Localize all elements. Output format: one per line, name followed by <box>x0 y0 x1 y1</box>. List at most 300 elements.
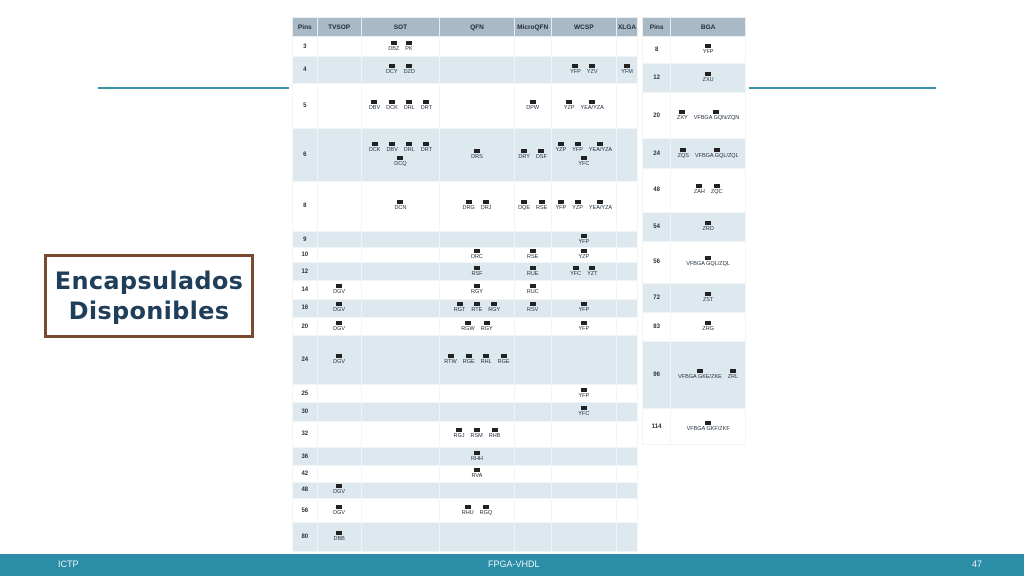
package-cell <box>361 523 439 552</box>
package-cell <box>317 317 361 335</box>
package-cell <box>617 336 638 385</box>
package-chip-icon <box>714 184 720 188</box>
package-label: ZXU <box>702 77 714 84</box>
package-item <box>570 266 581 278</box>
package-label: RSF <box>471 270 483 277</box>
package-cell <box>361 336 439 385</box>
package-item <box>702 221 713 233</box>
package-label: DGV <box>333 489 346 496</box>
package-item <box>488 302 500 314</box>
column-header: SOT <box>361 18 439 37</box>
pin-count-cell: 83 <box>643 313 671 342</box>
footer-bar <box>0 554 1024 576</box>
package-cell <box>617 83 638 128</box>
package-item <box>526 100 539 112</box>
table-row <box>293 403 638 421</box>
package-label: RGY <box>480 325 493 332</box>
package-label: YEA/YZA <box>588 205 613 212</box>
table-row <box>643 241 746 283</box>
package-chip-icon <box>372 142 378 146</box>
package-item <box>555 142 566 154</box>
pin-count-cell: 72 <box>643 283 671 312</box>
package-cell <box>514 37 551 57</box>
slide-title-line1: Encapsulados <box>54 267 244 295</box>
package-chip-icon <box>705 44 711 48</box>
package-cell <box>440 385 515 403</box>
package-chip-icon <box>336 505 342 509</box>
package-cell <box>514 128 551 181</box>
package-item <box>581 100 604 112</box>
right-divider-line <box>748 87 936 89</box>
package-item <box>572 200 583 212</box>
package-label: ZRD <box>702 225 714 232</box>
package-label: RSM <box>470 433 483 440</box>
package-chip-icon <box>336 321 342 325</box>
package-item <box>333 321 345 333</box>
package-cell <box>551 247 616 262</box>
pin-count-cell: 32 <box>293 421 318 447</box>
table-row <box>643 212 746 241</box>
package-label: DRC <box>470 253 483 260</box>
package-label: DCQ <box>394 160 407 167</box>
package-cell <box>361 299 439 317</box>
package-item <box>572 142 583 154</box>
package-label: YFC <box>578 160 590 167</box>
package-label: YFP <box>578 392 590 399</box>
package-cell <box>361 421 439 447</box>
pin-count-cell: 24 <box>293 336 318 385</box>
package-item <box>578 234 589 246</box>
package-label: YFC <box>570 270 582 277</box>
table-row <box>293 57 638 83</box>
package-cell <box>617 232 638 247</box>
package-cell <box>671 37 746 64</box>
package-chip-icon <box>406 41 412 45</box>
package-cell <box>317 299 361 317</box>
package-label: YZT <box>587 270 598 277</box>
package-chip-icon <box>391 41 397 45</box>
package-cell <box>317 385 361 403</box>
package-label: YEA/YZA <box>580 104 604 111</box>
package-label: DGV <box>333 307 346 314</box>
package-cell <box>361 262 439 280</box>
column-header: QFN <box>440 18 515 37</box>
package-item <box>578 321 589 333</box>
package-chip-icon <box>581 388 587 392</box>
package-table-left <box>292 17 638 552</box>
package-chip-icon <box>371 100 377 104</box>
package-label: YEA/YZA <box>588 146 613 153</box>
package-chip-icon <box>336 484 342 488</box>
table-row <box>293 299 638 317</box>
left-divider-line <box>98 87 290 89</box>
package-label: DRT <box>420 146 432 153</box>
package-item <box>471 284 483 296</box>
pin-count-cell: 30 <box>293 403 318 421</box>
package-label: RGY <box>470 288 483 295</box>
table-row <box>643 168 746 212</box>
package-cell <box>671 313 746 342</box>
pin-count-cell: 4 <box>293 57 318 83</box>
package-item <box>421 100 432 112</box>
package-chip-icon <box>696 184 702 188</box>
table-header-row <box>643 18 746 37</box>
table-row <box>293 128 638 181</box>
package-chip-icon <box>474 451 480 455</box>
package-chip-icon <box>336 354 342 358</box>
package-chip-icon <box>484 321 490 325</box>
package-cell <box>551 232 616 247</box>
package-label: RSE <box>527 253 539 260</box>
package-chip-icon <box>521 200 527 204</box>
package-item <box>481 200 492 212</box>
pin-count-cell: 3 <box>293 37 318 57</box>
package-cell <box>617 498 638 522</box>
package-item <box>703 292 713 304</box>
package-cell <box>317 466 361 482</box>
package-cell <box>317 57 361 83</box>
package-item <box>570 64 581 76</box>
package-label: ZAH <box>693 189 705 196</box>
package-cell <box>317 83 361 128</box>
package-item <box>587 266 597 278</box>
package-cell <box>671 283 746 312</box>
package-item <box>678 148 689 160</box>
package-cell <box>440 498 515 522</box>
package-chip-icon <box>572 64 578 68</box>
package-chip-icon <box>406 100 412 104</box>
table-row <box>293 498 638 522</box>
pin-count-cell: 5 <box>293 83 318 128</box>
package-item <box>394 156 406 168</box>
package-cell <box>551 262 616 280</box>
package-cell <box>514 403 551 421</box>
package-cell <box>361 448 439 466</box>
package-label: DSF <box>535 153 547 160</box>
package-label: ZQC <box>710 189 723 196</box>
package-item <box>678 369 722 381</box>
package-chip-icon <box>491 302 497 306</box>
package-item <box>527 266 539 278</box>
package-chip-icon <box>474 266 480 270</box>
package-cell <box>317 262 361 280</box>
package-cell <box>514 317 551 335</box>
package-item <box>471 249 483 261</box>
pin-count-cell: 16 <box>293 299 318 317</box>
package-item <box>703 44 714 56</box>
package-chip-icon <box>336 302 342 306</box>
package-chip-icon <box>456 428 462 432</box>
package-label: YFC <box>578 410 590 417</box>
package-label: YFP <box>578 325 590 332</box>
package-cell <box>317 128 361 181</box>
package-cell <box>551 523 616 552</box>
package-chip-icon <box>566 100 572 104</box>
package-cell <box>317 523 361 552</box>
package-chip-icon <box>457 302 463 306</box>
package-item <box>578 406 589 418</box>
package-item <box>498 354 510 366</box>
package-cell <box>551 181 616 232</box>
package-cell <box>317 448 361 466</box>
pin-count-cell: 48 <box>643 168 671 212</box>
package-table-bga <box>642 17 746 445</box>
package-cell <box>671 241 746 283</box>
package-cell <box>551 299 616 317</box>
package-chip-icon <box>558 200 564 204</box>
package-cell <box>551 128 616 181</box>
package-chip-icon <box>389 100 395 104</box>
package-cell <box>317 181 361 232</box>
package-cell <box>361 37 439 57</box>
package-label: DQE <box>518 205 530 212</box>
package-item <box>578 249 589 261</box>
package-chip-icon <box>336 531 342 535</box>
package-cell <box>671 139 746 168</box>
package-cell <box>361 403 439 421</box>
package-item <box>404 142 415 154</box>
package-chip-icon <box>397 200 403 204</box>
package-chip-icon <box>573 266 579 270</box>
package-label: RVA <box>471 473 483 480</box>
package-cell <box>440 83 515 128</box>
footer-left-text: ICTP <box>58 559 79 569</box>
package-label: PK <box>405 45 413 52</box>
package-item <box>386 100 398 112</box>
package-item <box>333 284 345 296</box>
package-chip-icon <box>714 148 720 152</box>
page-number: 47 <box>972 559 983 569</box>
package-cell <box>617 421 638 447</box>
package-item <box>481 321 493 333</box>
package-cell <box>617 403 638 421</box>
package-chip-icon <box>730 369 736 373</box>
package-label: DGV <box>333 359 346 366</box>
package-cell <box>551 317 616 335</box>
pin-count-cell: 54 <box>643 212 671 241</box>
package-chip-icon <box>466 200 472 204</box>
package-cell <box>514 262 551 280</box>
package-cell <box>671 212 746 241</box>
table-row <box>293 421 638 447</box>
table-row <box>643 313 746 342</box>
package-label: VFBGA GKE/ZKE <box>678 374 722 381</box>
column-header: BGA <box>671 18 746 37</box>
package-chip-icon <box>492 428 498 432</box>
table-row <box>293 336 638 385</box>
package-cell <box>617 281 638 299</box>
package-chip-icon <box>423 100 429 104</box>
package-cell <box>551 83 616 128</box>
table-row <box>643 37 746 64</box>
package-cell <box>440 247 515 262</box>
package-cell <box>361 385 439 403</box>
package-cell <box>617 385 638 403</box>
package-cell <box>671 409 746 445</box>
package-chip-icon <box>581 156 587 160</box>
pin-count-cell: 6 <box>293 128 318 181</box>
package-cell <box>440 281 515 299</box>
package-chip-icon <box>336 284 342 288</box>
package-label: RGQ <box>479 509 493 516</box>
package-item <box>421 142 432 154</box>
package-label: DRS <box>471 153 483 160</box>
package-label: YFP <box>572 146 583 153</box>
package-chip-icon <box>483 505 489 509</box>
package-cell <box>514 281 551 299</box>
package-item <box>703 72 714 84</box>
package-item <box>564 100 575 112</box>
package-cell <box>514 57 551 83</box>
package-cell <box>440 262 515 280</box>
slide-title-box <box>44 254 254 338</box>
package-label: DRL <box>403 104 415 111</box>
package-label: DRT <box>420 104 432 111</box>
package-cell <box>440 466 515 482</box>
package-item <box>333 531 344 543</box>
package-label: VFBGA GQL/ZQL <box>686 261 730 268</box>
package-cell <box>617 262 638 280</box>
pin-count-cell: 48 <box>293 482 318 498</box>
package-label: RHU <box>461 509 474 516</box>
pin-count-cell: 14 <box>293 281 318 299</box>
package-chip-icon <box>581 249 587 253</box>
package-item <box>527 284 539 296</box>
package-cell <box>440 336 515 385</box>
table-row <box>293 317 638 335</box>
package-item <box>687 421 730 433</box>
package-label: DCN <box>394 205 407 212</box>
package-label: DGV <box>333 509 346 516</box>
package-item <box>444 354 456 366</box>
package-cell <box>617 37 638 57</box>
pin-count-cell: 114 <box>643 409 671 445</box>
pin-count-cell: 8 <box>643 37 671 64</box>
package-item <box>463 354 475 366</box>
package-cell <box>514 385 551 403</box>
package-label: YFP <box>578 307 590 314</box>
package-chip-icon <box>474 249 480 253</box>
package-cell <box>361 247 439 262</box>
package-item <box>578 388 589 400</box>
package-cell <box>361 466 439 482</box>
package-chip-icon <box>581 321 587 325</box>
table-row <box>293 181 638 232</box>
pin-count-cell: 12 <box>643 64 671 93</box>
package-item <box>686 256 730 268</box>
package-chip-icon <box>539 200 545 204</box>
table-row <box>293 448 638 466</box>
package-label: RHH <box>470 455 483 462</box>
package-label: ZRG <box>702 326 714 333</box>
package-cell <box>361 281 439 299</box>
table-row <box>293 247 638 262</box>
package-cell <box>514 482 551 498</box>
package-label: DGV <box>333 288 346 295</box>
package-label: DCK <box>368 146 381 153</box>
package-item <box>333 484 345 496</box>
package-cell <box>440 299 515 317</box>
package-label: ZST <box>702 296 714 303</box>
package-cell <box>617 57 638 83</box>
package-chip-icon <box>474 428 480 432</box>
package-label: RGW <box>461 325 475 332</box>
package-cell <box>440 523 515 552</box>
package-chip-icon <box>679 110 685 114</box>
package-cell <box>551 385 616 403</box>
package-cell <box>317 281 361 299</box>
package-label: DZD <box>403 69 415 76</box>
package-item <box>536 149 547 161</box>
package-cell <box>317 247 361 262</box>
pin-count-cell: 25 <box>293 385 318 403</box>
package-chip-icon <box>713 110 719 114</box>
package-cell <box>361 83 439 128</box>
package-label: RHB <box>488 433 501 440</box>
package-item <box>472 468 483 480</box>
package-cell <box>617 247 638 262</box>
package-item <box>404 100 415 112</box>
table-row <box>643 283 746 312</box>
package-chip-icon <box>521 149 527 153</box>
package-item <box>462 505 474 517</box>
package-cell <box>361 482 439 498</box>
package-label: YFP <box>570 69 581 76</box>
package-item <box>518 149 530 161</box>
package-item <box>578 302 589 314</box>
table-row <box>293 37 638 57</box>
package-item <box>702 321 714 333</box>
package-cell <box>514 83 551 128</box>
package-cell <box>551 403 616 421</box>
package-label: RUE <box>526 270 539 277</box>
package-chip-icon <box>465 505 471 509</box>
table-row <box>293 83 638 128</box>
package-chip-icon <box>423 142 429 146</box>
package-chip-icon <box>705 292 711 296</box>
package-cell <box>361 128 439 181</box>
package-cell <box>551 498 616 522</box>
package-cell <box>671 64 746 93</box>
package-label: RGJ <box>453 433 465 440</box>
package-item <box>695 148 739 160</box>
package-label: RHL <box>480 359 492 366</box>
package-cell <box>551 336 616 385</box>
package-item <box>333 302 345 314</box>
table-row <box>293 232 638 247</box>
package-label: RGT <box>453 307 466 314</box>
package-label: YZP <box>578 253 590 260</box>
pin-count-cell: 56 <box>643 241 671 283</box>
package-cell <box>551 482 616 498</box>
package-chip-icon <box>705 221 711 225</box>
footer-center-text: FPGA-VHDL <box>488 559 540 569</box>
pin-count-cell: 20 <box>293 317 318 335</box>
package-chip-icon <box>389 142 395 146</box>
package-item <box>711 184 723 196</box>
package-cell <box>514 448 551 466</box>
package-item <box>394 200 406 212</box>
package-chip-icon <box>530 100 536 104</box>
package-item <box>578 156 589 168</box>
package-item <box>527 249 538 261</box>
package-item <box>555 200 566 212</box>
package-item <box>471 428 483 440</box>
package-cell <box>671 168 746 212</box>
pin-count-cell: 10 <box>293 247 318 262</box>
package-label: DCK <box>386 104 398 111</box>
package-cell <box>514 336 551 385</box>
